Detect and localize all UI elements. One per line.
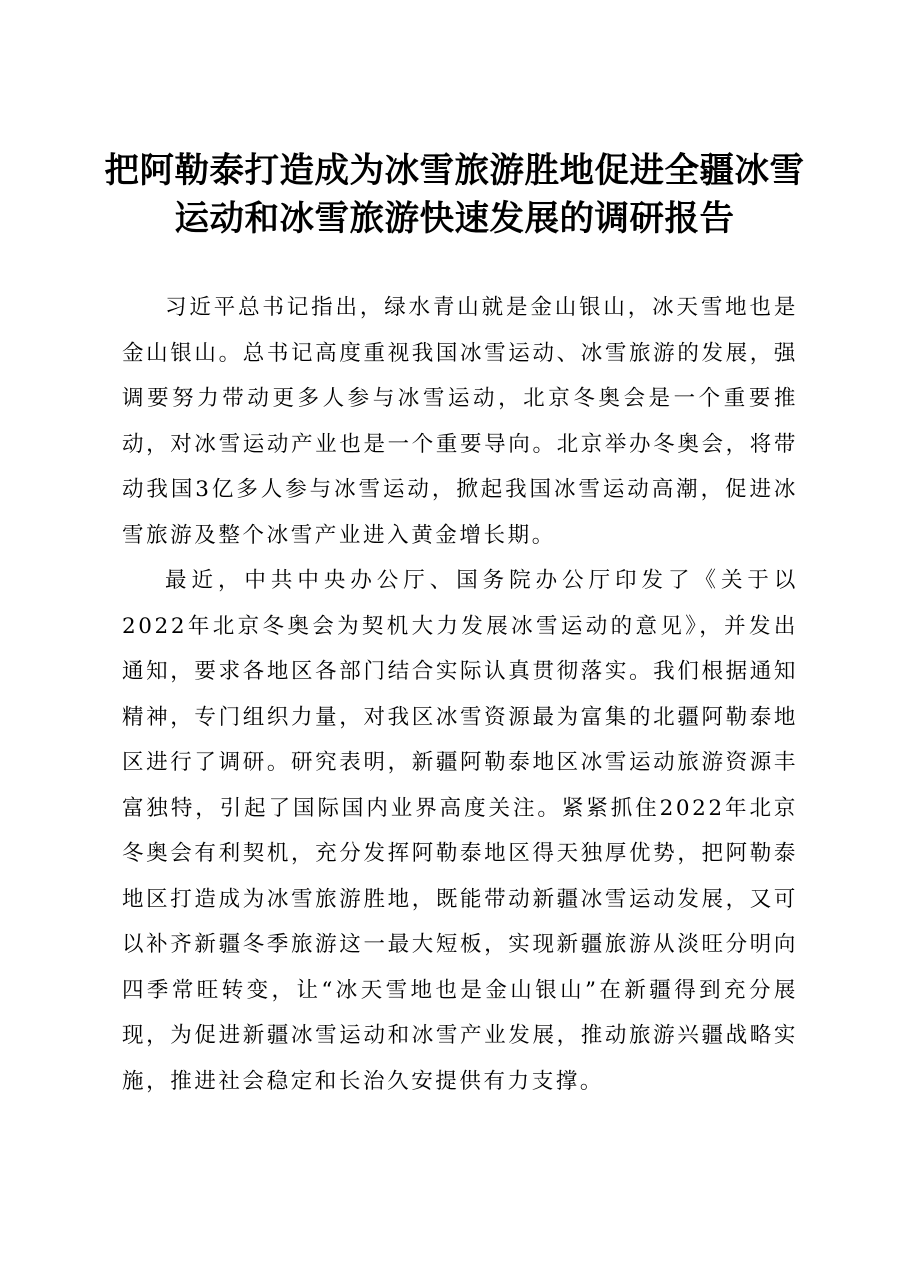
paragraph-1: 习近平总书记指出，绿水青山就是金山银山，冰天雪地也是金山银山。总书记高度重视我国冰雪运动、冰雪旅游的发展，强调要努力带动更多人参与冰雪运动，北京冬奥会是一个重要推动，对冰雪运动产业也是一个重要导向。北京举办冬奥会，将带动我国3亿多人参与冰雪运动，掀起我国冰雪运动高潮，促进冰雪旅游及整个冰雪产业进入黄金增长期。: [122, 295, 798, 548]
paragraph-2: 最近，中共中央办公厅、国务院办公厅印发了《关于以2022年北京冬奥会为契机大力发展冰雪运动的意见》，并发出通知，要求各地区各部门结合实际认真贯彻落实。我们根据通知精神，专门组织力量，对我区冰雪资源最为富集的北疆阿勒泰地区进行了调研。研究表明，新疆阿勒泰地区冰雪运动旅游资源丰富独特，引起了国际国内业界高度关注。紧紧抓住2022年北京冬奥会有利契机，充分发挥阿勒泰地区得天独厚优势，把阿勒泰地区打造成为冰雪旅游胜地，既能带动新疆冰雪运动发展，又可以补齐新疆冬季旅游这一最大短板，实现新疆旅游从淡旺分明向四季常旺转变，让“冰天雪地也是金山银山”在新疆得到充分展现，为促进新疆冰雪运动和冰雪产业发展，推动旅游兴疆战略实施，推进社会稳定和长治久安提供有力支撑。: [122, 568, 798, 1094]
document-title: 把阿勒泰打造成为冰雪旅游胜地促进全疆冰雪运动和冰雪旅游快速发展的调研报告: [104, 151, 805, 239]
document-body: [122, 285, 798, 1104]
